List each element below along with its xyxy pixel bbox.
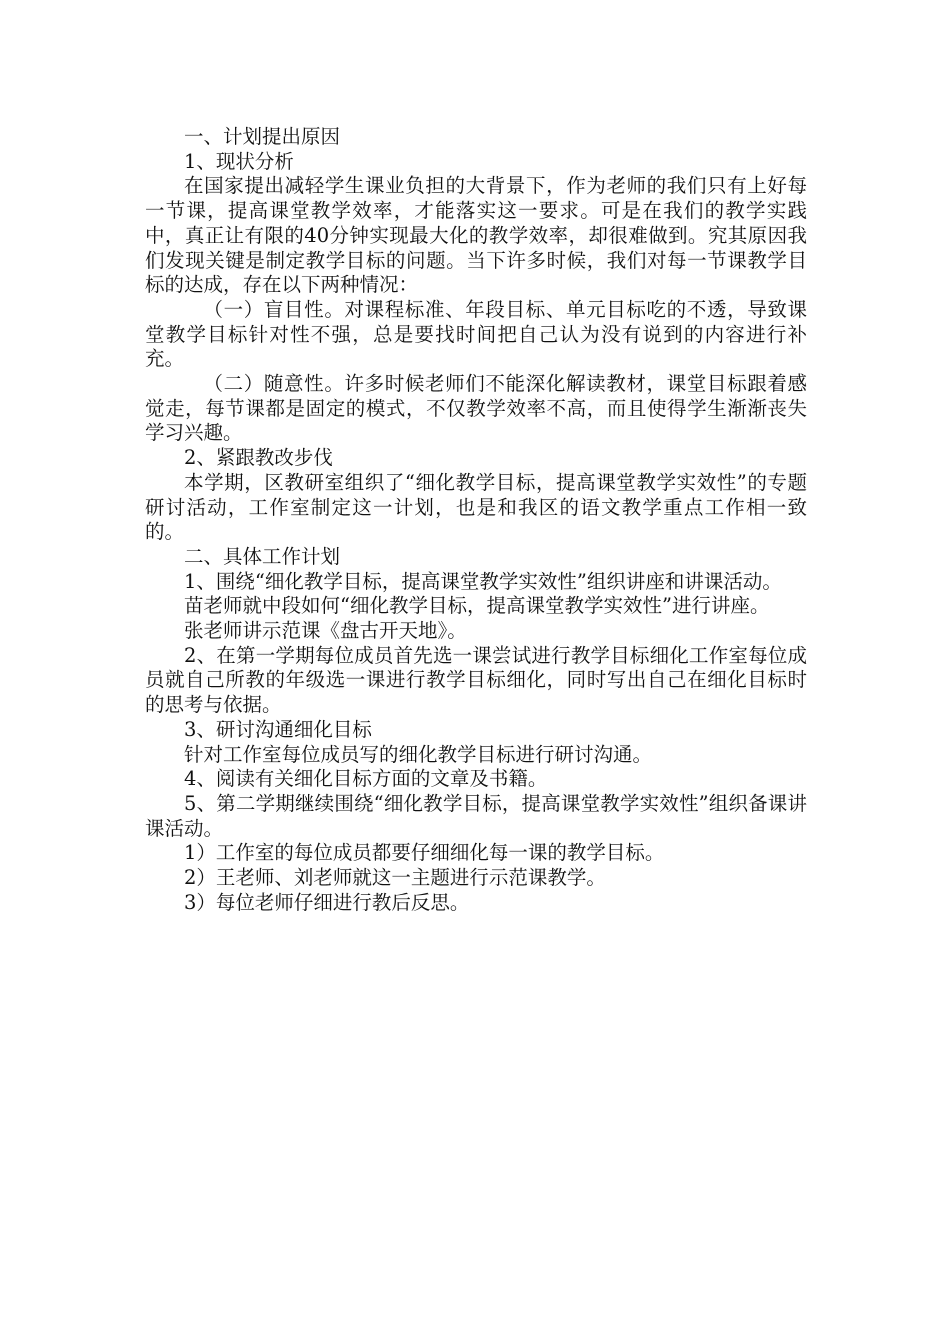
paragraph-teacher-zhang: 张老师讲示范课《盘古开天地》。 (184, 619, 467, 643)
paragraph-randomness: （二）随意性。许多时候老师们不能深化解读教材，课堂目标跟着感觉走，每节课都是固定的模式，不仅教学效率不高，而且使得学生渐渐丧失学习兴趣。 (145, 372, 807, 445)
list-item-1: 1、围绕“细化教学目标，提高课堂教学实效性”组织讲座和讲课活动。 (184, 569, 782, 593)
subheading-status-analysis: 1、现状分析 (184, 149, 294, 173)
heading-section-1: 一、计划提出原因 (184, 125, 341, 148)
sub-item-2: 2）王老师、刘老师就这一主题进行示范课教学。 (184, 866, 606, 890)
paragraph-background: 在国家提出减轻学生课业负担的大背景下，作为老师的我们只有上好每一节课，提高课堂教学效率，才能落实这一要求。可是在我们的教学实践中，真正让有限的40分钟实现最大化的教学效率，却很难做到。究其原因我们发现关键是制定教学目标的问题。当下许多时候，我们对每一节课教学目标的达成，存在以下两种情况： (145, 174, 807, 297)
paragraph-teacher-miao: 苗老师就中段如何“细化教学目标，提高课堂教学实效性”进行讲座。 (184, 594, 770, 618)
list-item-5: 5、第二学期继续围绕“细化教学目标，提高课堂教学实效性”组织备课讲课活动。 (145, 791, 807, 840)
subheading-reform: 2、紧跟教改步伐 (184, 446, 333, 470)
list-item-2: 2、在第一学期每位成员首先选一课尝试进行教学目标细化工作室每位成员就自己所教的年级选一课进行教学目标细化，同时写出自己在细化目标时的思考与依据。 (145, 643, 807, 717)
document-body (145, 125, 807, 916)
list-item-3: 3、研讨沟通细化目标 (184, 717, 372, 741)
sub-item-3: 3）每位老师仔细进行教后反思。 (184, 890, 470, 914)
heading-section-2: 二、具体工作计划 (184, 544, 341, 568)
paragraph-discussion: 针对工作室每位成员写的细化教学目标进行研讨沟通。 (184, 742, 653, 766)
list-item-4: 4、阅读有关细化目标方面的文章及书籍。 (184, 767, 548, 791)
paragraph-blindness: （一）盲目性。对课程标准、年段目标、单元目标吃的不透，导致课堂教学目标针对性不强，总是要找时间把自己认为没有说到的内容进行补充。 (145, 297, 807, 371)
paragraph-semester: 本学期，区教研室组织了“细化教学目标，提高课堂教学实效性”的专题研讨活动，工作室制定这一计划，也是和我区的语文教学重点工作相一致的。 (145, 470, 807, 544)
sub-item-1: 1）工作室的每位成员都要仔细细化每一课的教学目标。 (184, 841, 665, 865)
